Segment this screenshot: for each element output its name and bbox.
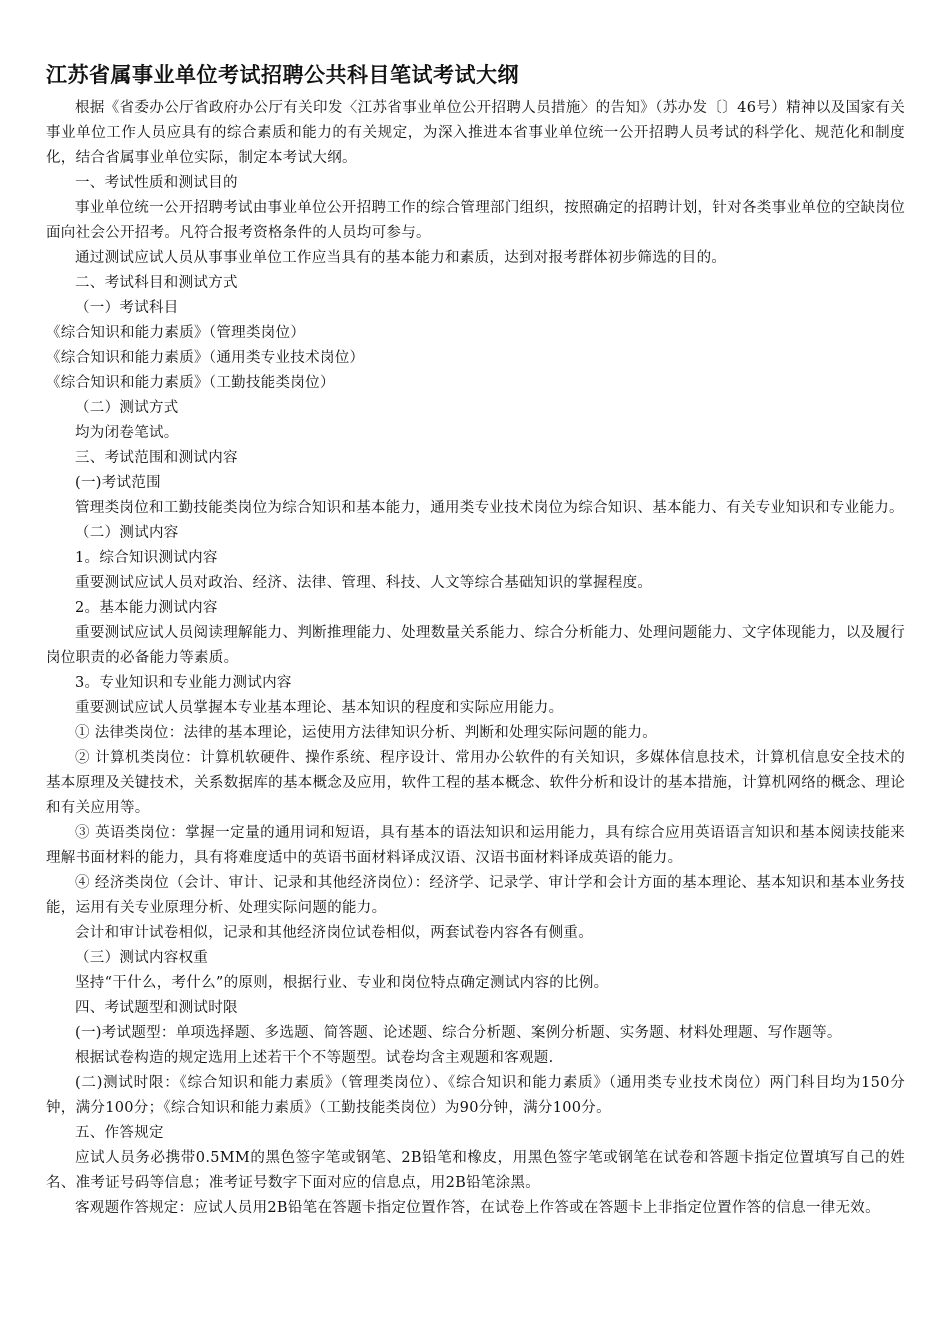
section-heading: 三、考试范围和测试内容 <box>75 450 238 466</box>
section-heading: 四、考试题型和测试时限 <box>75 1000 238 1016</box>
numbered-heading: 2。基本能力测试内容 <box>75 600 218 616</box>
circled-item: ① 法律类岗位：法律的基本理论，运使用方法律知识分析、判断和处理实际问题的能力。 <box>75 725 658 741</box>
body-paragraph: 事业单位统一公开招聘考试由事业单位公开招聘工作的综合管理部门组织，按照确定的招聘计划，针对各类事业单位的空缺岗位面向社会公开招考。凡符合报考资格条件的人员均可参与。 <box>46 200 905 241</box>
body-paragraph: 坚持“干什么，考什么”的原则，根据行业、专业和岗位特点确定测试内容的比例。 <box>75 975 609 991</box>
body-paragraph: 重要测试应试人员对政治、经济、法律、管理、科技、人文等综合基础知识的掌握程度。 <box>75 575 653 591</box>
section-heading: 一、考试性质和测试目的 <box>75 175 238 191</box>
document-body <box>46 96 905 1221</box>
body-paragraph: (一)考试题型：单项选择题、多选题、简答题、论述题、综合分析题、案例分析题、实务题、材料处理题、写作题等。 <box>75 1025 842 1041</box>
numbered-heading: 3。专业知识和专业能力测试内容 <box>75 675 292 691</box>
body-paragraph: 重要测试应试人员掌握本专业基本理论、基本知识的程度和实际应用能力。 <box>75 700 564 716</box>
subsection-heading: (一)考试范围 <box>75 475 161 491</box>
body-paragraph: 管理类岗位和工勤技能类岗位为综合知识和基本能力，通用类专业技术岗位为综合知识、基本能力、有关专业知识和专业能力。 <box>75 500 904 516</box>
body-paragraph: 均为闭卷笔试。 <box>75 425 179 441</box>
body-paragraph: 重要测试应试人员阅读理解能力、判断推理能力、处理数量关系能力、综合分析能力、处理问题能力、文字体现能力，以及履行岗位职责的必备能力等素质。 <box>46 625 905 666</box>
subsection-heading: （三）测试内容权重 <box>75 950 209 966</box>
document-title: 江苏省属事业单位考试招聘公共科目笔试考试大纲 <box>46 63 519 87</box>
exam-subject-item: 《综合知识和能力素质》（工勤技能类岗位） <box>46 375 335 391</box>
body-paragraph: 通过测试应试人员从事事业单位工作应当具有的基本能力和素质，达到对报考群体初步筛选的目的。 <box>75 250 727 266</box>
body-paragraph: 会计和审计试卷相似，记录和其他经济岗位试卷相似，两套试卷内容各有侧重。 <box>75 925 593 941</box>
numbered-heading: 1。综合知识测试内容 <box>75 550 218 566</box>
body-paragraph: 客观题作答规定：应试人员用2B铅笔在答题卡指定位置作答，在试卷上作答或在答题卡上非指定位置作答的信息一律无效。 <box>75 1200 880 1216</box>
subsection-heading: （二）测试方式 <box>75 400 179 416</box>
body-paragraph: (二)测试时限：《综合知识和能力素质》（管理类岗位）、《综合知识和能力素质》（通用类专业技术岗位）两门科目均为150分钟，满分100分；《综合知识和能力素质》（工勤技能类岗位）为90分钟，满分100分。 <box>46 1075 905 1116</box>
exam-subject-item: 《综合知识和能力素质》（通用类专业技术岗位） <box>46 350 365 366</box>
intro-paragraph: 根据《省委办公厅省政府办公厅有关印发〈江苏省事业单位公开招聘人员措施〉的告知》（苏办发〔〕46号）精神以及国家有关事业单位工作人员应具有的综合素质和能力的有关规定，为深入推进本省事业单位统一公开招聘人员考试的科学化、规范化和制度化，结合省属事业单位实际，制定本考试大纲。 <box>46 100 905 166</box>
section-heading: 二、考试科目和测试方式 <box>75 275 238 291</box>
section-heading: 五、作答规定 <box>75 1125 164 1141</box>
circled-item: ④ 经济类岗位（会计、审计、记录和其他经济岗位）：经济学、记录学、审计学和会计方面的基本理论、基本知识和基本业务技能，运用有关专业原理分析、处理实际问题的能力。 <box>46 875 905 916</box>
exam-subject-item: 《综合知识和能力素质》（管理类岗位） <box>46 325 306 341</box>
body-paragraph: 根据试卷构造的规定选用上述若干个不等题型。试卷均含主观题和客观题. <box>75 1050 554 1066</box>
circled-item: ③ 英语类岗位：掌握一定量的通用词和短语，具有基本的语法知识和运用能力，具有综合应用英语语言知识和基本阅读技能来理解书面材料的能力，具有将难度适中的英语书面材料译成汉语、汉语书面材料译成英语的能力。 <box>46 825 905 866</box>
subsection-heading: （一）考试科目 <box>75 300 179 316</box>
body-paragraph: 应试人员务必携带0.5MM的黑色签字笔或钢笔、2B铅笔和橡皮，用黑色签字笔或钢笔在试卷和答题卡指定位置填写自己的姓名、准考证号码等信息；准考证号数字下面对应的信息点，用2B铅笔涂黑。 <box>46 1150 905 1191</box>
subsection-heading: （二）测试内容 <box>75 525 179 541</box>
circled-item: ② 计算机类岗位：计算机软硬件、操作系统、程序设计、常用办公软件的有关知识，多媒体信息技术，计算机信息安全技术的基本原理及关键技术，关系数据库的基本概念及应用，软件工程的基本概念、软件分析和设计的基本措施，计算机网络的概念、理论和有关应用等。 <box>46 750 905 816</box>
